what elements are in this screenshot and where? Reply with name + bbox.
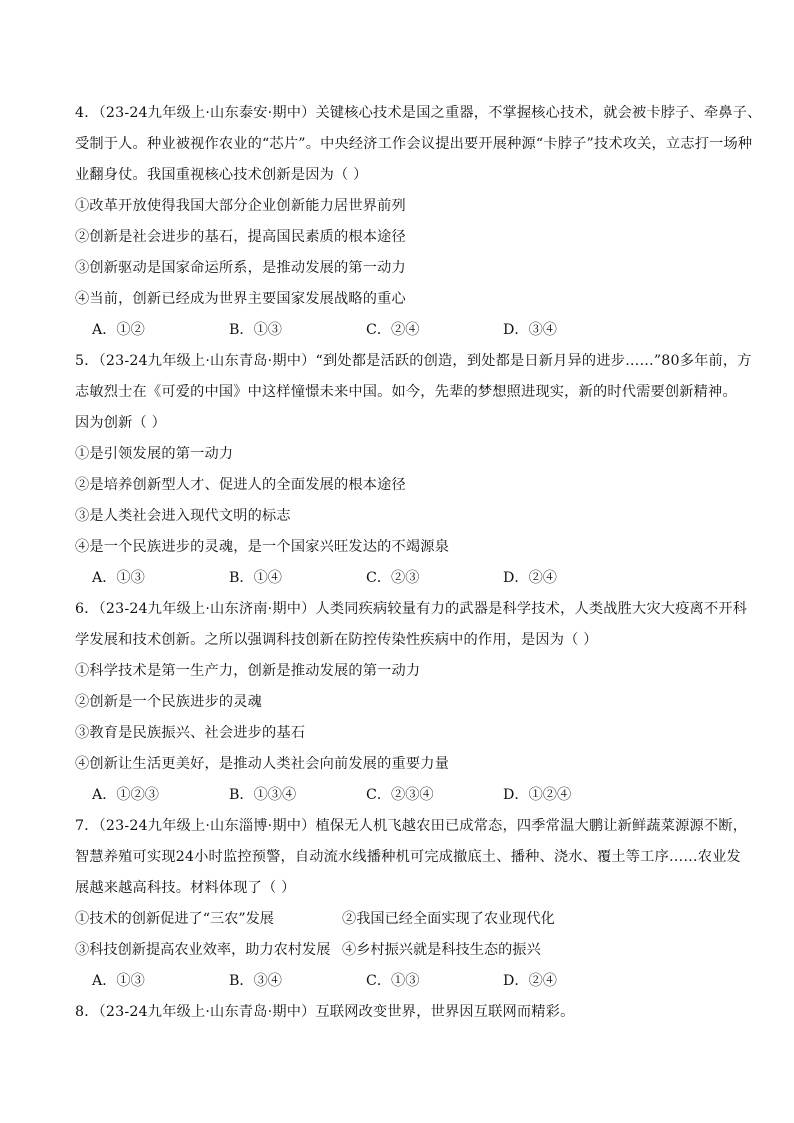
statement-option: ②创新是一个民族进步的灵魂 xyxy=(75,694,263,710)
question-stem-line: 4．（23-24九年级上·山东泰安·期中）关键核心技术是国之重器，不掌握核心技术，就会被卡脖子、牵鼻子、 xyxy=(75,105,762,121)
statement-option: ④乡村振兴就是科技生态的振兴 xyxy=(342,942,541,958)
choice-d[interactable]: D．③④ xyxy=(503,322,557,338)
question-stem-line: 6．（23-24九年级上·山东济南·期中）人类同疾病较量有力的武器是科学技术，人类战胜大灾大疫离不开科 xyxy=(75,601,748,617)
answer-choices xyxy=(75,780,725,811)
statement-option: ④当前，创新已经成为世界主要国家发展战略的重心 xyxy=(75,291,406,307)
question-stem-line: 受制于人。种业被视作农业的“芯片”。中央经济工作会议提出要开展种源“卡脖子”技术攻关，立志打一场种 xyxy=(75,136,753,152)
choice-b[interactable]: B．①③ xyxy=(229,322,282,338)
answer-choices xyxy=(75,315,725,346)
choice-d[interactable]: D．②④ xyxy=(503,570,557,586)
statement-option: ①科学技术是第一生产力，创新是推动发展的第一动力 xyxy=(75,663,421,679)
statement-option-row xyxy=(75,904,725,935)
choice-b[interactable]: B．③④ xyxy=(229,973,282,989)
exam-page xyxy=(75,98,762,1028)
statement-option-row xyxy=(75,935,725,966)
question-stem-line: 业翻身仗。我国重视核心技术创新是因为（ ） xyxy=(75,167,368,183)
statement-option: ③创新驱动是国家命运所系，是推动发展的第一动力 xyxy=(75,260,406,276)
choice-c[interactable]: C．①③ xyxy=(366,973,420,989)
choice-b[interactable]: B．①④ xyxy=(229,570,282,586)
question-7 xyxy=(75,811,748,997)
choice-d[interactable]: D．①②④ xyxy=(503,787,572,803)
answer-choices xyxy=(75,966,725,997)
statement-option: ③科技创新提高农业效率，助力农村发展 xyxy=(75,942,331,958)
statement-option: ③教育是民族振兴、社会进步的基石 xyxy=(75,725,306,741)
question-4 xyxy=(75,98,762,346)
choice-a[interactable]: A．①③ xyxy=(92,570,145,586)
question-6 xyxy=(75,594,748,811)
statement-option: ②我国已经全面实现了农业现代化 xyxy=(342,911,555,927)
question-8 xyxy=(75,997,725,1028)
statement-option: ②创新是社会进步的基石，提高国民素质的根本途径 xyxy=(75,229,406,245)
question-stem-line: 智慧养殖可实现24小时监控预警，自动流水线播种机可完成撤底土、播种、浇水、覆土等工序……农业发 xyxy=(75,849,741,865)
choice-b[interactable]: B．①③④ xyxy=(229,787,297,803)
choice-a[interactable]: A．①③ xyxy=(92,973,145,989)
choice-a[interactable]: A．①②③ xyxy=(92,787,159,803)
choice-c[interactable]: C．②③ xyxy=(366,570,420,586)
question-stem-line: 8．（23-24九年级上·山东青岛·期中）互联网改变世界，世界因互联网而精彩。 xyxy=(75,1004,575,1020)
question-stem-line: 展越来越高科技。材料体现了（ ） xyxy=(75,880,296,896)
question-stem-line: 志敏烈士在《可爱的中国》中这样憧憬未来中国。如今，先辈的梦想照进现实，新的时代需要创新精神。 xyxy=(75,384,737,400)
choice-c[interactable]: C．②③④ xyxy=(366,787,434,803)
statement-option: ①是引领发展的第一动力 xyxy=(75,446,234,462)
answer-choices xyxy=(75,563,725,594)
question-stem-line: 学发展和技术创新。之所以强调科技创新在防控传染性疾病中的作用，是因为（ ） xyxy=(75,632,598,648)
choice-d[interactable]: D．②④ xyxy=(503,973,557,989)
question-stem-line: 因为创新（ ） xyxy=(75,415,167,431)
choice-a[interactable]: A．①② xyxy=(92,322,145,338)
statement-option: ④是一个民族进步的灵魂，是一个国家兴旺发达的不竭源泉 xyxy=(75,539,450,555)
statement-option: ②是培养创新型人才、促进人的全面发展的根本途径 xyxy=(75,477,406,493)
question-5 xyxy=(75,346,752,594)
statement-option: ④创新让生活更美好，是推动人类社会向前发展的重要力量 xyxy=(75,756,450,772)
statement-option: ③是人类社会进入现代文明的标志 xyxy=(75,508,291,524)
statement-option: ①改革开放使得我国大部分企业创新能力居世界前列 xyxy=(75,198,406,214)
choice-c[interactable]: C．②④ xyxy=(366,322,420,338)
question-stem-line: 7．（23-24九年级上·山东淄博·期中）植保无人机飞越农田已成常态，四季常温大鹏让新鲜蔬菜源源不断， xyxy=(75,818,748,834)
question-stem-line: 5．（23-24九年级上·山东青岛·期中）“到处都是活跃的创造，到处都是日新月异的进步……”80多年前，方 xyxy=(75,353,752,369)
statement-option: ①技术的创新促进了“三农”发展 xyxy=(75,911,274,927)
